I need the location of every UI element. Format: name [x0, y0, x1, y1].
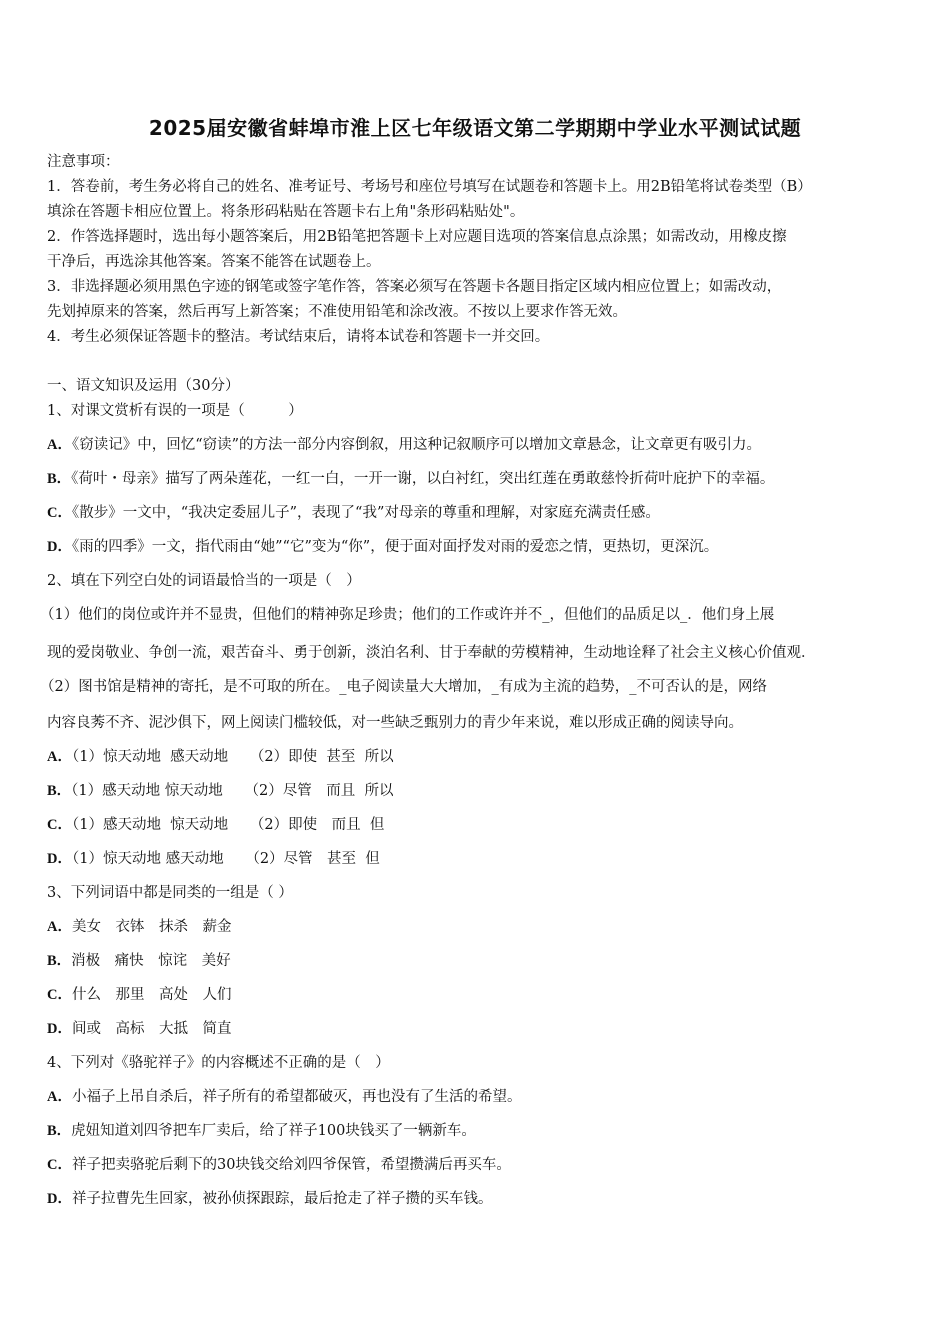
option-text: （1）感天动地 惊天动地 （2）尽管 而且 所以	[71, 783, 394, 799]
question-stem-3: 3、下列词语中都是同类的一组是（ ）	[47, 885, 293, 901]
page-title: 2025届安徽省蚌埠市淮上区七年级语文第二学期期中学业水平测试试题	[148, 116, 802, 140]
option-letter: D．	[47, 851, 72, 867]
option-text: 美女 衣钵 抹杀 薪金	[71, 919, 232, 935]
option-text: 《窃读记》中，回忆“窃读”的方法一部分内容倒叙，用这种记叙顺序可以增加文章悬念，让文章更有吸引力。	[71, 437, 762, 453]
option-letter: B．	[47, 1123, 72, 1139]
option-letter: A．	[47, 749, 72, 765]
q2-option-b	[47, 781, 393, 801]
option-text: 祥子拉曹先生回家，被孙侦探跟踪，最后抢走了祥子攒的买车钱。	[71, 1191, 493, 1207]
option-text: 《散步》一文中，“我决定委屈儿子”，表现了“我”对母亲的尊重和理解，对家庭充满责任感。	[71, 505, 660, 521]
section-heading: 一、语文知识及运用（30分）	[47, 378, 240, 394]
option-letter: D．	[47, 539, 72, 555]
notice-line: 1．答卷前，考生务必将自己的姓名、准考证号、考场号和座位号填写在试题卷和答题卡上。用2B铅笔将试卷类型（B）	[47, 179, 812, 195]
option-text: （1）惊天动地 感天动地 （2）即使 甚至 所以	[71, 749, 394, 765]
question-stem-2: 2、填在下列空白处的词语最恰当的一项是（ ）	[47, 573, 361, 589]
notice-heading: 注意事项：	[47, 154, 120, 170]
q2-option-c	[47, 815, 384, 835]
q3-option-d	[47, 1019, 231, 1039]
option-letter: B．	[47, 953, 72, 969]
option-text: 祥子把卖骆驼后剩下的30块钱交给刘四爷保管，希望攒满后再买车。	[71, 1157, 511, 1173]
q3-option-b	[47, 951, 231, 971]
option-letter: C．	[47, 817, 72, 833]
option-text: （1）感天动地 惊天动地 （2）即使 而且 但	[71, 817, 385, 833]
q4-option-b	[47, 1121, 476, 1141]
option-text: 《雨的四季》一文，指代雨由“她”“它”变为“你”，便于面对面抒发对雨的爱恋之情，更热切，更深沉。	[71, 539, 719, 555]
q1-option-a	[47, 435, 761, 455]
option-text: 虎妞知道刘四爷把车厂卖后，给了祥子100块钱买了一辆新车。	[71, 1123, 476, 1139]
q2-passage-2a: （2）图书馆是精神的寄托，是不可取的所在。_电子阅读量大大增加，_有成为主流的趋势，_不可否认的是，网络	[40, 679, 767, 695]
option-text: 间或 高标 大抵 简直	[71, 1021, 232, 1037]
option-letter: B．	[47, 783, 72, 799]
q1-option-c	[47, 503, 660, 523]
option-letter: B．	[47, 471, 72, 487]
q1-option-b	[47, 469, 774, 489]
option-letter: C．	[47, 987, 72, 1003]
q3-option-a	[47, 917, 231, 937]
q4-option-d	[47, 1189, 492, 1209]
question-stem-1: 1、对课文赏析有误的一项是（ ）	[47, 403, 303, 419]
option-letter: C．	[47, 505, 72, 521]
option-text: 《荷叶・母亲》描写了两朵莲花，一红一白，一开一谢，以白衬红，突出红莲在勇敢慈怜折荷叶庇护下的幸福。	[71, 471, 775, 487]
notice-line: 先划掉原来的答案，然后再写上新答案；不准使用铅笔和涂改液。不按以上要求作答无效。	[47, 304, 627, 320]
option-letter: D．	[47, 1021, 72, 1037]
notice-line: 2．作答选择题时，选出每小题答案后，用2B铅笔把答题卡上对应题目选项的答案信息点涂黑；如需改动，用橡皮擦	[47, 229, 787, 245]
option-letter: D．	[47, 1191, 72, 1207]
option-letter: A．	[47, 1089, 72, 1105]
option-letter: A．	[47, 919, 72, 935]
q4-option-c	[47, 1155, 511, 1175]
notice-line: 4．考生必须保证答题卡的整洁。考试结束后，请将本试卷和答题卡一并交回。	[47, 329, 550, 345]
q2-option-a	[47, 747, 394, 767]
q2-passage-1a: （1）他们的岗位或许并不显贵，但他们的精神弥足珍贵；他们的工作或许并不_，但他们的品质足以_．他们身上展	[40, 607, 775, 623]
notice-line: 干净后，再选涂其他答案。答案不能答在试题卷上。	[47, 254, 381, 270]
option-text: 什么 那里 高处 人们	[71, 987, 232, 1003]
option-letter: A．	[47, 437, 72, 453]
q2-passage-2b: 内容良莠不齐、泥沙俱下，网上阅读门槛较低，对一些缺乏甄别力的青少年来说，难以形成正确的阅读导向。	[47, 715, 743, 731]
q2-option-d	[47, 849, 380, 869]
notice-line: 3．非选择题必须用黑色字迹的钢笔或签字笔作答，答案必须写在答题卡各题目指定区域内相应位置上；如需改动，	[47, 279, 782, 295]
option-text: 消极 痛快 惊诧 美好	[71, 953, 231, 969]
option-text: 小福子上吊自杀后，祥子所有的希望都破灭，再也没有了生活的希望。	[71, 1089, 522, 1105]
question-stem-4: 4、下列对《骆驼祥子》的内容概述不正确的是（ ）	[47, 1055, 390, 1071]
q4-option-a	[47, 1087, 521, 1107]
q2-passage-1b: 现的爱岗敬业、争创一流，艰苦奋斗、勇于创新，淡泊名利、甘于奉献的劳模精神，生动地诠释了社会主义核心价值观．	[47, 645, 816, 661]
q3-option-c	[47, 985, 231, 1005]
q1-option-d	[47, 537, 718, 557]
notice-line: 填涂在答题卡相应位置上。将条形码粘贴在答题卡右上角"条形码粘贴处"。	[47, 204, 525, 220]
option-letter: C．	[47, 1157, 72, 1173]
option-text: （1）惊天动地 感天动地 （2）尽管 甚至 但	[71, 851, 380, 867]
